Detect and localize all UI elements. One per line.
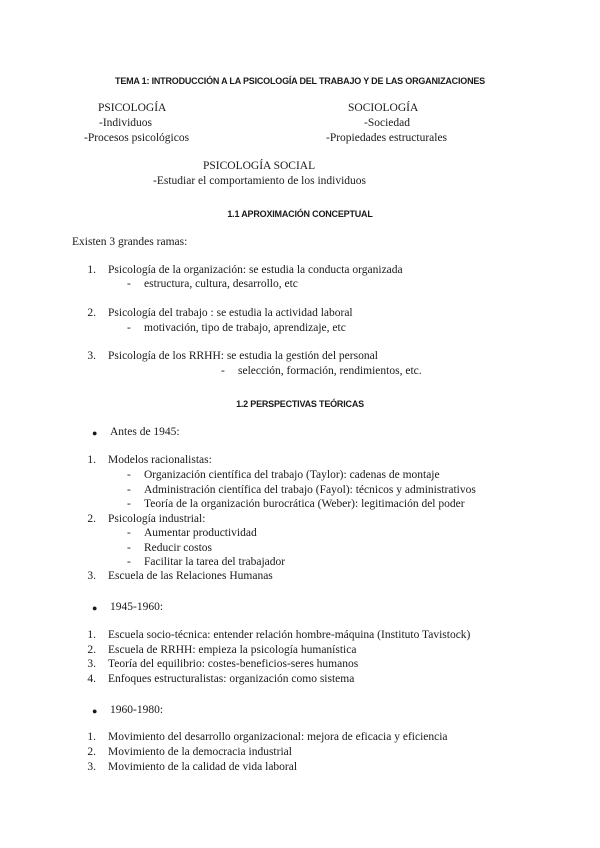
- list-number: 1.: [87, 264, 96, 276]
- bullet-marker: ●: [92, 428, 98, 438]
- psicologia-title: PSICOLOGÍA: [98, 102, 167, 114]
- psicologia-item: -Procesos psicológicos: [84, 132, 190, 144]
- list-subtext: Teoría de la organización burocrática (Weber): legitimación del poder: [144, 498, 465, 510]
- dash-marker: -: [127, 278, 131, 290]
- list-number: 2.: [87, 644, 96, 656]
- list-text: Enfoques estructuralistas: organización como sistema: [108, 673, 355, 685]
- period-label: 1945-1960:: [110, 601, 164, 613]
- sociologia-item: -Sociedad: [364, 117, 410, 129]
- list-text: Escuela de RRHH: empieza la psicología humanística: [108, 644, 357, 656]
- dash-marker: -: [127, 542, 131, 554]
- sociologia-title: SOCIOLOGÍA: [348, 102, 419, 114]
- dash-marker: -: [127, 556, 131, 568]
- list-subtext: Facilitar la tarea del trabajador: [144, 556, 286, 568]
- psicologia-item: -Individuos: [99, 117, 153, 129]
- sociologia-item: -Propiedades estructurales: [326, 132, 448, 144]
- list-number: 3.: [87, 761, 96, 773]
- list-text: Psicología industrial:: [108, 513, 206, 525]
- list-subtext: Administración científica del trabajo (Fayol): técnicos y administrativos: [144, 484, 476, 496]
- list-number: 3.: [87, 570, 96, 582]
- list-text: Escuela socio-técnica: entender relación hombre-máquina (Instituto Tavistock): [108, 629, 471, 641]
- list-subtext: motivación, tipo de trabajo, aprendizaje, etc: [144, 322, 346, 334]
- dash-marker: -: [127, 498, 131, 510]
- list-number: 1.: [87, 629, 96, 641]
- section-heading: 1.1 APROXIMACIÓN CONCEPTUAL: [227, 209, 373, 219]
- bullet-marker: ●: [92, 603, 98, 613]
- dash-marker: -: [127, 322, 131, 334]
- list-subtext: selección, formación, rendimientos, etc.: [238, 365, 422, 377]
- dash-marker: -: [127, 469, 131, 481]
- list-text: Teoría del equilibrio: costes-beneficios-seres humanos: [108, 658, 359, 670]
- list-number: 1.: [87, 731, 96, 743]
- list-subtext: estructura, cultura, desarrollo, etc: [144, 278, 298, 290]
- psicologia-social-title: PSICOLOGÍA SOCIAL: [203, 160, 316, 172]
- list-subtext: Organización científica del trabajo (Taylor): cadenas de montaje: [144, 469, 440, 481]
- list-number: 2.: [87, 307, 96, 319]
- psicologia-social-item: -Estudiar el comportamiento de los individuos: [153, 175, 367, 187]
- period-label: Antes de 1945:: [110, 426, 180, 438]
- page-title: TEMA 1: INTRODUCCIÓN A LA PSICOLOGÍA DEL TRABAJO Y DE LAS ORGANIZACIONES: [115, 76, 485, 86]
- period-label: 1960-1980:: [110, 704, 164, 716]
- list-text: Movimiento de la calidad de vida laboral: [108, 761, 298, 773]
- list-text: Psicología de la organización: se estudia la conducta organizada: [108, 264, 403, 276]
- list-number: 3.: [87, 658, 96, 670]
- list-number: 3.: [87, 350, 96, 362]
- bullet-marker: ●: [92, 706, 98, 716]
- list-number: 2.: [87, 513, 96, 525]
- list-text: Psicología de los RRHH: se estudia la gestión del personal: [108, 350, 378, 362]
- list-text: Escuela de las Relaciones Humanas: [108, 570, 273, 582]
- list-text: Movimiento del desarrollo organizacional: mejora de eficacia y eficiencia: [108, 731, 448, 743]
- list-text: Modelos racionalistas:: [108, 454, 212, 466]
- list-number: 2.: [87, 746, 96, 758]
- list-text: Psicología del trabajo : se estudia la actividad laboral: [108, 307, 353, 319]
- list-number: 4.: [87, 673, 96, 685]
- list-subtext: Reducir costos: [144, 542, 213, 554]
- dash-marker: -: [127, 484, 131, 496]
- section-heading: 1.2 PERSPECTIVAS TEÓRICAS: [236, 399, 364, 409]
- list-subtext: Aumentar productividad: [144, 527, 257, 539]
- list-number: 1.: [87, 454, 96, 466]
- list-text: Movimiento de la democracia industrial: [108, 746, 292, 758]
- dash-marker: -: [127, 527, 131, 539]
- section-lead: Existen 3 grandes ramas:: [72, 236, 188, 248]
- dash-marker: -: [221, 365, 225, 377]
